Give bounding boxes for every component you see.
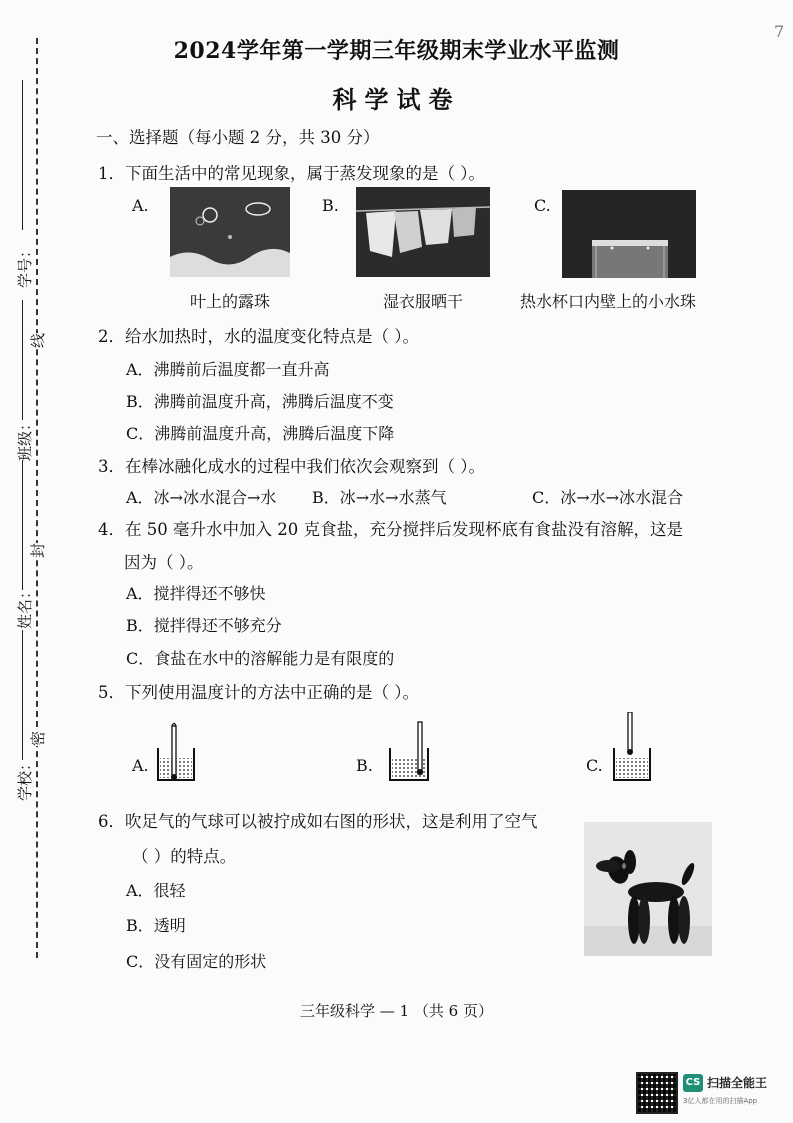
cup-photo bbox=[562, 190, 696, 278]
clothes-photo bbox=[356, 187, 490, 277]
q6-stem-line1: 6．吹足气的气球可以被拧成如右图的形状，这是利用了空气 bbox=[98, 812, 538, 831]
q5-option-a-letter: A. bbox=[132, 756, 149, 775]
label-student-id: 学号： bbox=[16, 242, 35, 289]
q5-option-b-letter: B. bbox=[356, 756, 373, 775]
q3-option-a: A．冰→冰水混合→水 bbox=[126, 488, 277, 507]
q2-option-a: A．沸腾前后温度都一直升高 bbox=[126, 360, 330, 379]
q4-option-a: A．搅拌得还不够快 bbox=[126, 584, 266, 603]
q2-option-b: B．沸腾前温度升高，沸腾后温度不变 bbox=[126, 392, 394, 411]
camscanner-logo-icon: CS bbox=[683, 1074, 703, 1092]
q6-option-a: A．很轻 bbox=[126, 881, 186, 900]
q3-stem: 3．在棒冰融化成水的过程中我们依次会观察到（ ）。 bbox=[98, 457, 485, 476]
q4-option-b: B．搅拌得还不够充分 bbox=[126, 616, 282, 635]
q6-option-c: C．没有固定的形状 bbox=[126, 952, 267, 971]
binding-underline-4 bbox=[22, 630, 23, 760]
dew-photo bbox=[170, 187, 290, 277]
section-heading: 一、选择题（每小题 2 分，共 30 分） bbox=[96, 128, 380, 147]
q6-stem-line2: （ ）的特点。 bbox=[132, 847, 237, 866]
binding-underline-3 bbox=[22, 460, 23, 590]
q6-option-b: B．透明 bbox=[126, 916, 186, 935]
page-footer: 三年级科学 — 1 （共 6 页） bbox=[300, 1002, 493, 1020]
q2-stem: 2．给水加热时，水的温度变化特点是（ ）。 bbox=[98, 327, 419, 346]
seal-char-secret: 密 bbox=[29, 730, 48, 747]
q5-stem: 5．下列使用温度计的方法中正确的是（ ）。 bbox=[98, 683, 419, 702]
scanner-tagline: 3亿人都在用的扫描App bbox=[683, 1097, 758, 1105]
q4-option-c: C．食盐在水中的溶解能力是有限度的 bbox=[126, 649, 395, 668]
binding-dashed-line bbox=[36, 38, 38, 958]
label-name: 姓名： bbox=[16, 583, 35, 630]
thermometer-beaker-c-image bbox=[610, 712, 654, 782]
corner-mark: 7 bbox=[774, 22, 785, 41]
binding-underline-1 bbox=[22, 80, 23, 230]
label-class: 班级： bbox=[16, 415, 35, 462]
q1-option-a-letter: A. bbox=[132, 196, 149, 215]
q1-option-c-caption: 热水杯口内壁上的小水珠 bbox=[519, 292, 696, 311]
q1-option-b-letter: B. bbox=[322, 196, 339, 215]
label-school: 学校： bbox=[16, 755, 35, 802]
q1-option-b-caption: 湿衣服晒干 bbox=[382, 292, 463, 311]
q4-stem-line2: 因为（ ）。 bbox=[124, 553, 204, 572]
dew-drops-image bbox=[170, 187, 290, 277]
drying-clothes-image bbox=[356, 187, 490, 277]
seal-char-seal: 封 bbox=[29, 542, 48, 559]
exam-subtitle: 科学试卷 bbox=[332, 85, 461, 114]
q3-option-c: C．冰→水→冰水混合 bbox=[532, 488, 684, 507]
scanner-app-name: 扫描全能王 bbox=[707, 1076, 768, 1090]
qr-code-icon bbox=[636, 1072, 678, 1114]
q1-stem: 1．下面生活中的常见现象，属于蒸发现象的是（ ）。 bbox=[98, 164, 485, 183]
q5-option-c-letter: C. bbox=[586, 756, 603, 775]
hot-cup-image bbox=[562, 190, 696, 278]
q4-stem-line1: 4．在 50 毫升水中加入 20 克食盐，充分搅拌后发现杯底有食盐没有溶解，这是 bbox=[98, 520, 683, 539]
q1-option-a-caption: 叶上的露珠 bbox=[189, 292, 270, 311]
q1-option-c-letter: C. bbox=[534, 196, 551, 215]
balloon-dog-photo bbox=[584, 822, 712, 956]
q3-option-b: B．冰→水→水蒸气 bbox=[312, 488, 447, 507]
binding-underline-2 bbox=[22, 300, 23, 420]
exam-title: 2024学年第一学期三年级期末学业水平监测 bbox=[173, 38, 620, 64]
q2-option-c: C．沸腾前温度升高，沸腾后温度下降 bbox=[126, 424, 395, 443]
seal-char-line: 线 bbox=[29, 332, 48, 349]
thermometer-beaker-b-image bbox=[386, 718, 432, 782]
thermometer-beaker-a-image bbox=[154, 720, 196, 782]
